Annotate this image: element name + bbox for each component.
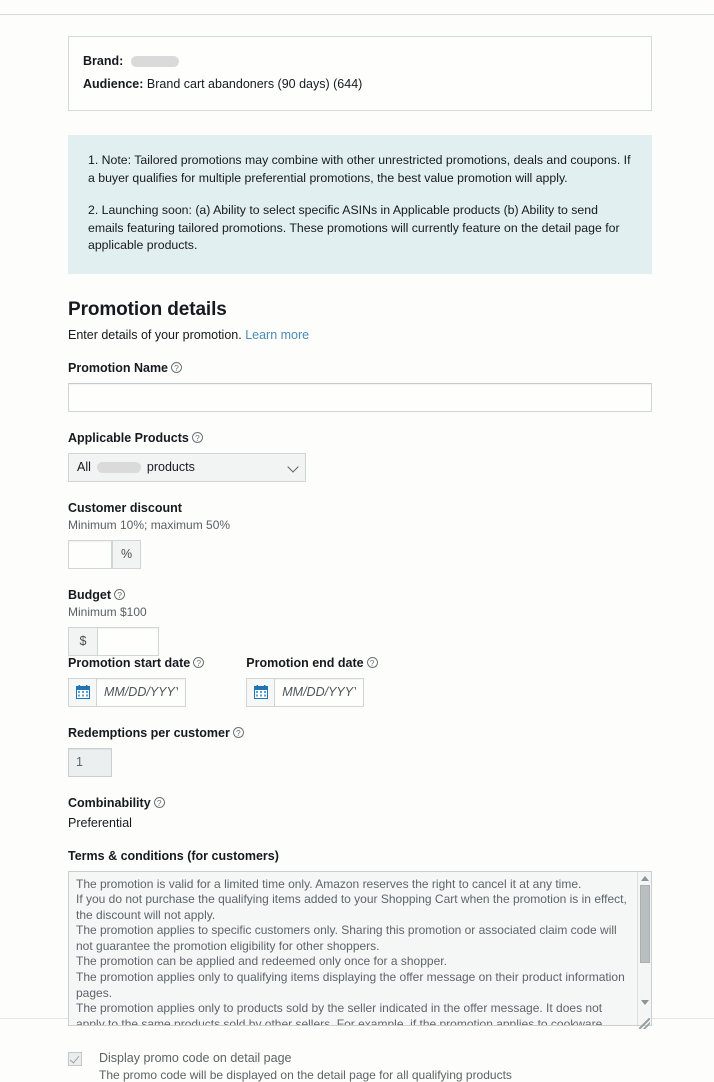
end-date-input[interactable]: [274, 678, 364, 707]
start-date-label: [68, 656, 204, 670]
audience-value: Brand cart abandoners (90 days) (644): [146, 77, 363, 91]
field-start-date: [68, 656, 204, 707]
calendar-icon[interactable]: [246, 678, 274, 707]
customer-discount-group: [68, 540, 141, 569]
customer-discount-hint: Minimum 10%; maximum 50%: [68, 517, 231, 532]
end-date-group: [246, 678, 377, 707]
display-promo-code-label: Display promo code on detail page: [99, 1050, 292, 1065]
display-promo-code-sublabel: The promo code will be displayed on the detail page for all qualifying products: [99, 1067, 512, 1082]
customer-discount-label: Customer discount: [68, 500, 182, 515]
combinability-value: Preferential: [68, 815, 132, 830]
select-prefix: All: [77, 460, 91, 474]
display-promo-code-checkbox: [68, 1052, 82, 1066]
page-subtitle: [68, 328, 652, 342]
notice-item-1: 1. Note: Tailored promotions may combine with other unrestricted promotions, deals and coupons. If a buyer qualifies for multiple preferential promotions, the best value promotion will apply.: [88, 153, 631, 185]
terms-label: Terms & conditions (for customers): [68, 848, 279, 863]
applicable-products-label-text: Applicable Products: [68, 430, 189, 445]
promotion-name-label-text: Promotion Name: [68, 360, 169, 375]
budget-label-text: Budget: [68, 587, 112, 602]
field-terms: [68, 849, 652, 1031]
resize-grip-icon[interactable]: [639, 1018, 650, 1029]
customer-discount-input[interactable]: [68, 540, 112, 569]
brand-value-redacted: [131, 56, 179, 67]
promotion-name-input[interactable]: [68, 383, 652, 412]
start-date-group: [68, 678, 204, 707]
display-promo-code-texts: [99, 1051, 512, 1082]
promotion-name-label: [68, 361, 652, 375]
page-title: Promotion details: [68, 298, 227, 320]
brand-label: Brand:: [83, 54, 124, 68]
subtitle-text: Enter details of your promotion.: [68, 327, 242, 342]
info-notice: [68, 135, 652, 274]
field-end-date: [246, 656, 377, 707]
scrollbar-thumb[interactable]: [640, 885, 650, 963]
calendar-icon[interactable]: [68, 678, 96, 707]
field-applicable-products: [68, 431, 652, 482]
scroll-down-icon[interactable]: [641, 1000, 649, 1005]
percent-suffix: %: [112, 540, 141, 569]
field-combinability: [68, 796, 652, 830]
redemptions-label: [68, 726, 652, 740]
budget-group: [68, 627, 159, 656]
applicable-products-select-wrap[interactable]: [68, 453, 306, 482]
help-icon[interactable]: ?: [193, 657, 204, 668]
budget-hint: Minimum $100: [68, 604, 147, 619]
start-date-input[interactable]: [96, 678, 186, 707]
end-date-label-text: Promotion end date: [246, 655, 364, 670]
combinability-label-text: Combinability: [68, 795, 151, 810]
checkmark-icon: [70, 1053, 80, 1063]
help-icon[interactable]: ?: [114, 589, 125, 600]
redemptions-label-text: Redemptions per customer: [68, 725, 230, 740]
audience-label: Audience:: [83, 77, 144, 91]
help-icon[interactable]: ?: [233, 727, 244, 738]
end-date-label: [246, 656, 377, 670]
field-customer-discount: [68, 501, 652, 569]
learn-more-link[interactable]: Learn more: [245, 327, 310, 342]
terms-textarea[interactable]: [68, 871, 652, 1026]
field-dates-row: [68, 656, 652, 707]
scroll-up-icon[interactable]: [641, 876, 649, 881]
budget-label: [68, 588, 652, 602]
help-icon[interactable]: ?: [192, 432, 203, 443]
display-promo-code-row[interactable]: [68, 1051, 652, 1082]
brand-line: [83, 52, 637, 71]
redemptions-input: [68, 748, 112, 777]
field-redemptions: [68, 726, 652, 777]
help-icon[interactable]: ?: [367, 657, 378, 668]
terms-scrollbar[interactable]: [637, 872, 651, 1025]
notice-item-2: 2. Launching soon: (a) Ability to select specific ASINs in Applicable products (b) Ability to send emails featuring tailored promotions. These promotions will currently feature on the detail page for applicable products.: [88, 203, 620, 252]
help-icon[interactable]: ?: [154, 797, 165, 808]
budget-input[interactable]: [97, 627, 159, 656]
terms-wrap: [68, 871, 652, 1031]
start-date-label-text: Promotion start date: [68, 655, 191, 670]
select-suffix: products: [146, 460, 195, 474]
combinability-label: [68, 796, 652, 810]
audience-line: [83, 75, 637, 94]
field-promotion-name: [68, 361, 652, 412]
field-budget: [68, 588, 652, 656]
applicable-products-select[interactable]: [68, 453, 306, 482]
brand-audience-card: [68, 36, 652, 111]
dollar-prefix: $: [68, 627, 97, 656]
page-content: [68, 0, 652, 1082]
applicable-products-label: [68, 431, 652, 445]
help-icon[interactable]: ?: [171, 362, 182, 373]
